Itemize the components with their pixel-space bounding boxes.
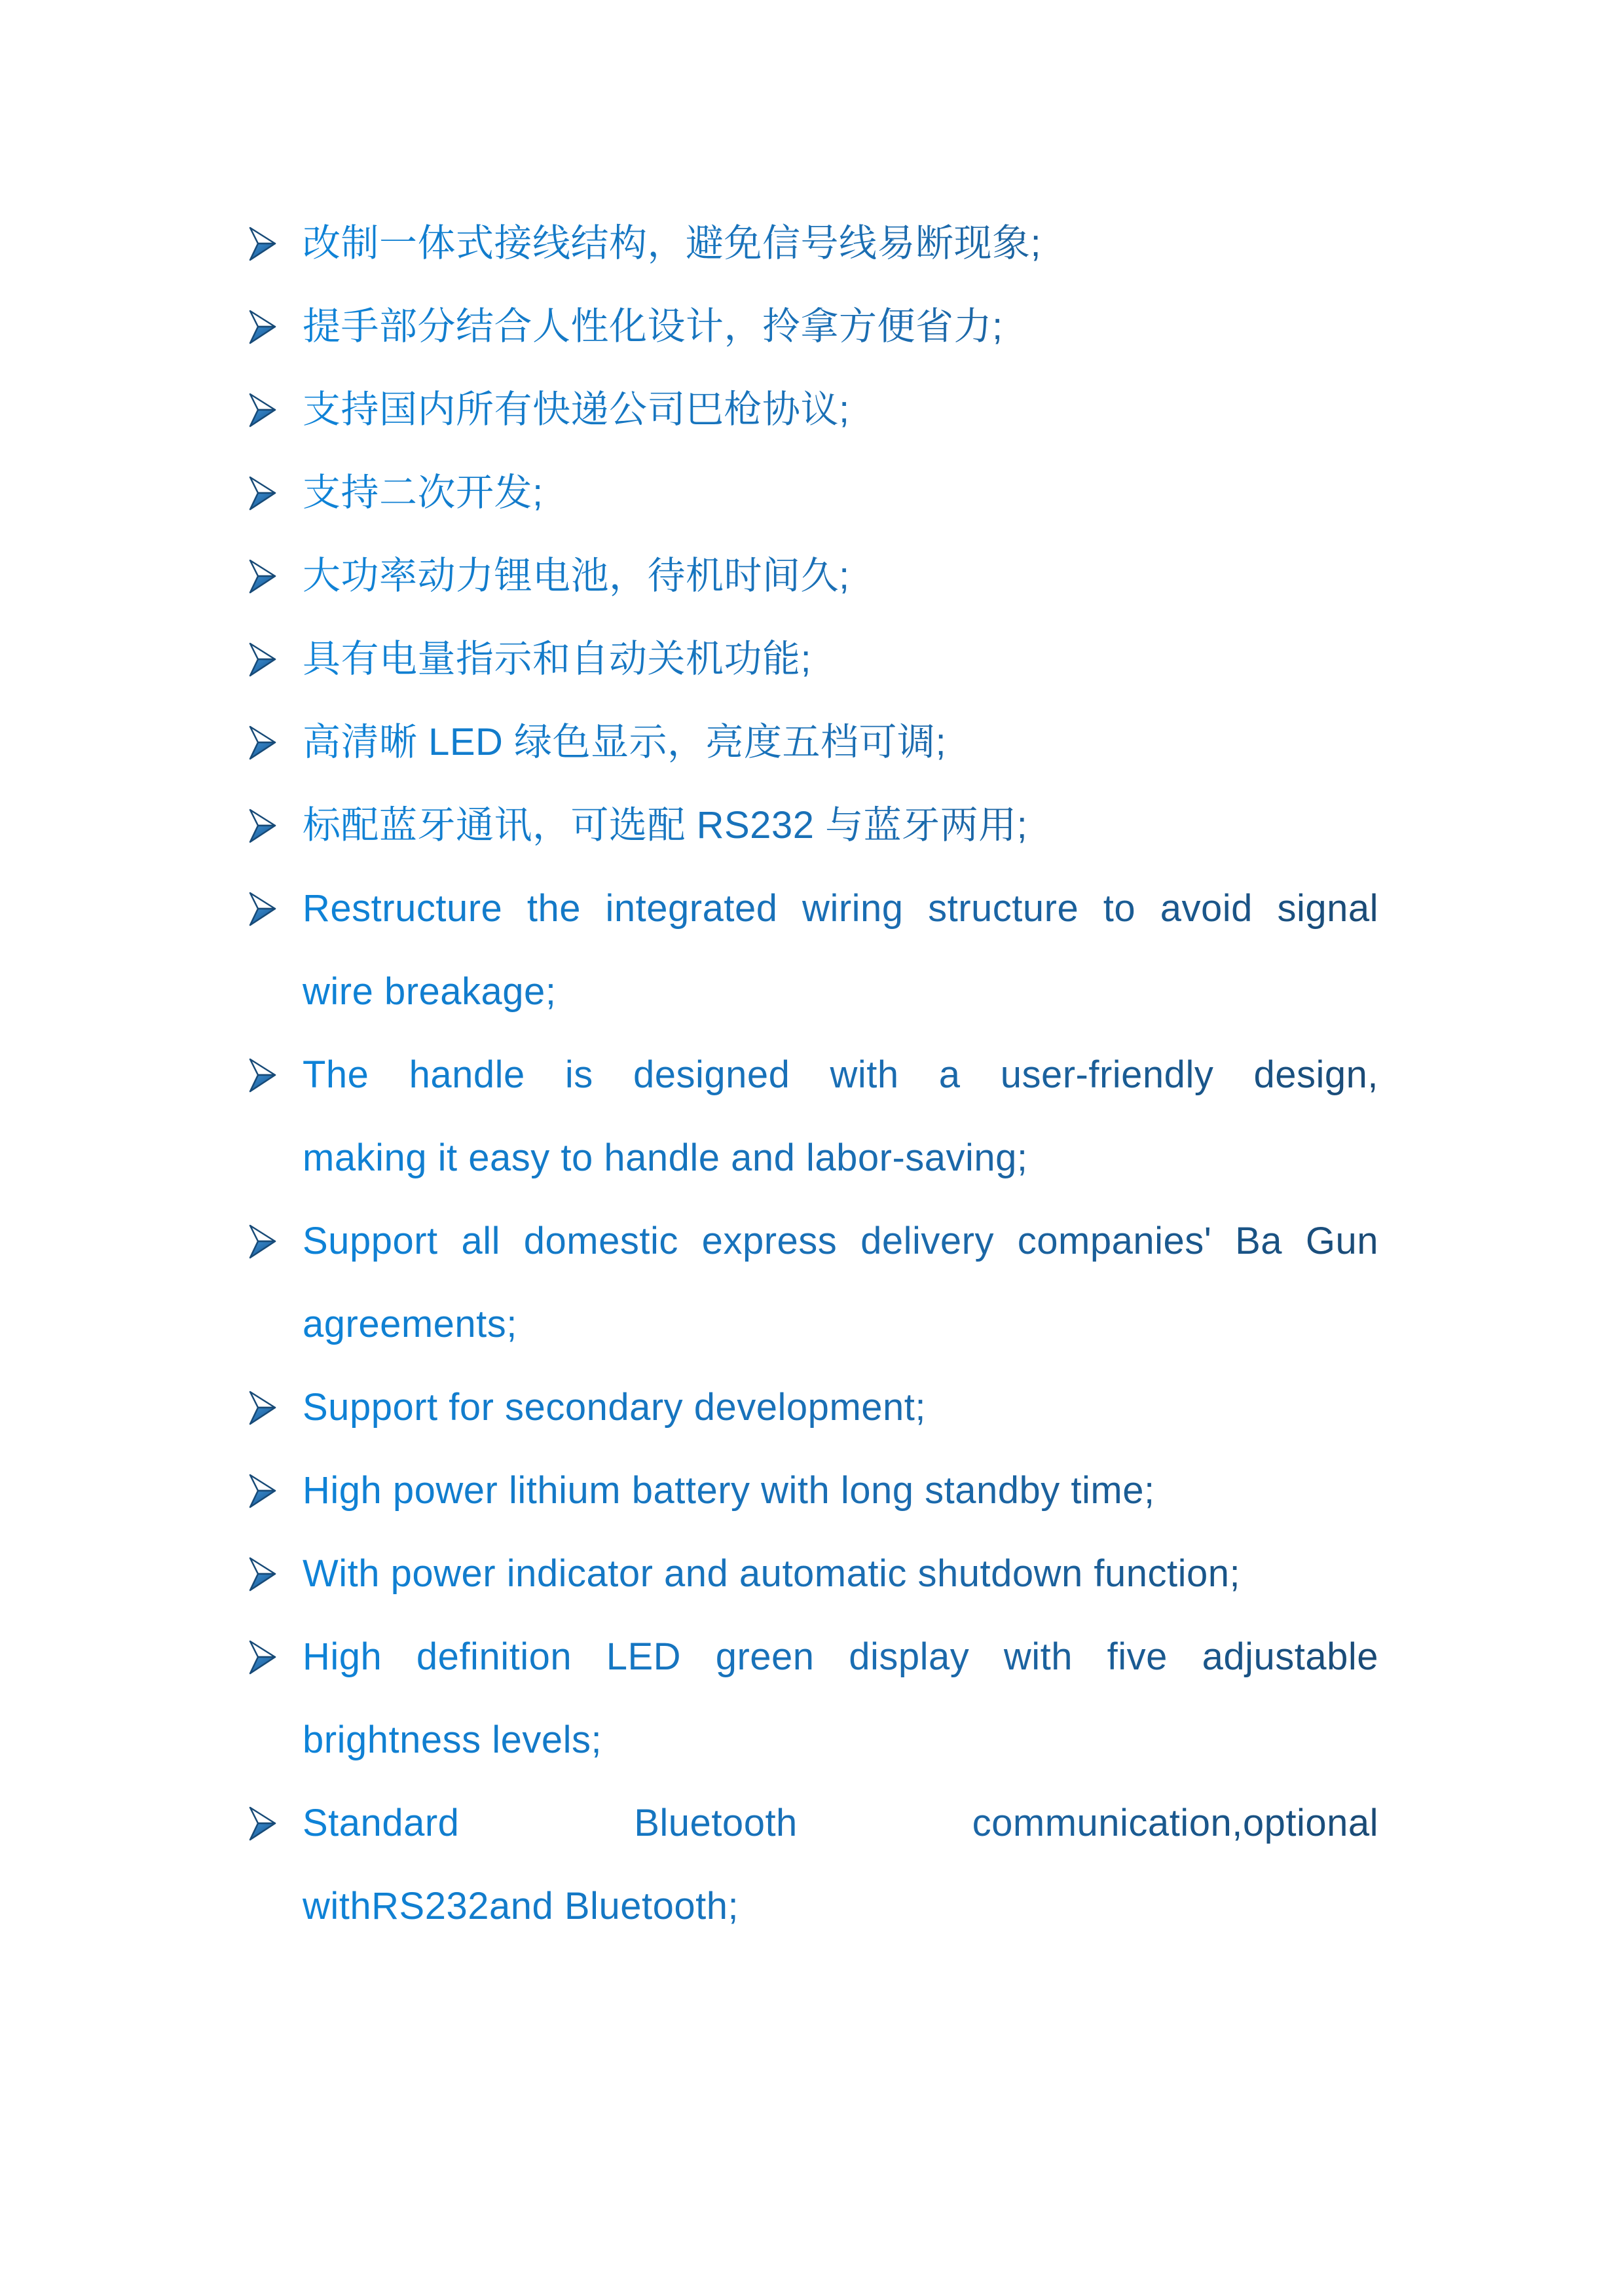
arrowhead-bullet-icon — [248, 534, 303, 617]
arrowhead-bullet-icon — [248, 867, 303, 950]
list-item — [248, 784, 1378, 867]
list-item-line: 提手部分结合人性化设计，拎拿方便省力; — [303, 285, 1378, 368]
list-item-line: 支持二次开发; — [303, 451, 1378, 534]
arrowhead-bullet-icon — [248, 1449, 303, 1532]
list-item-lines — [303, 1532, 1378, 1615]
list-item-lines — [303, 784, 1378, 867]
arrowhead-bullet-icon — [248, 784, 303, 867]
list-item-lines — [303, 1615, 1378, 1781]
list-item-lines — [303, 534, 1378, 617]
list-item-lines — [303, 1449, 1378, 1532]
list-item-lines — [303, 701, 1378, 784]
list-item-line: 高清晰 LED 绿色显示，亮度五档可调; — [303, 701, 1378, 784]
list-item-line: With power indicator and automatic shutdown function; — [303, 1532, 1378, 1615]
list-item-lines — [303, 1199, 1378, 1366]
list-item-line: 支持国内所有快递公司巴枪协议; — [303, 368, 1378, 451]
list-item — [248, 534, 1378, 617]
list-item-lines — [303, 451, 1378, 534]
list-item — [248, 1615, 1378, 1781]
list-item — [248, 202, 1378, 285]
list-item-line: Restructure the integrated wiring structure to avoid signal — [303, 867, 1378, 950]
list-item-line: brightness levels; — [303, 1698, 1378, 1781]
arrowhead-bullet-icon — [248, 1532, 303, 1615]
list-item — [248, 368, 1378, 451]
arrowhead-bullet-icon — [248, 368, 303, 451]
list-item-line: wire breakage; — [303, 950, 1378, 1033]
arrowhead-bullet-icon — [248, 202, 303, 285]
arrowhead-bullet-icon — [248, 701, 303, 784]
arrowhead-bullet-icon — [248, 451, 303, 534]
list-item-line: 改制一体式接线结构，避免信号线易断现象; — [303, 202, 1378, 285]
list-item — [248, 451, 1378, 534]
list-item — [248, 1781, 1378, 1948]
list-item-line: agreements; — [303, 1283, 1378, 1366]
arrowhead-bullet-icon — [248, 1615, 303, 1698]
list-item-line: Standard Bluetooth communication,optional — [303, 1781, 1378, 1865]
list-item-lines — [303, 368, 1378, 451]
list-item — [248, 1366, 1378, 1449]
list-item-line: The handle is designed with a user-friendly design, — [303, 1033, 1378, 1116]
list-item — [248, 1449, 1378, 1532]
list-item — [248, 285, 1378, 368]
list-item-line: High definition LED green display with five adjustable — [303, 1615, 1378, 1698]
list-item-line: 大功率动力锂电池，待机时间久; — [303, 534, 1378, 617]
list-item-line: Support all domestic express delivery companies' Ba Gun — [303, 1199, 1378, 1283]
list-item — [248, 701, 1378, 784]
list-item-lines — [303, 1366, 1378, 1449]
list-item-lines — [303, 285, 1378, 368]
arrowhead-bullet-icon — [248, 617, 303, 701]
list-item — [248, 867, 1378, 1033]
list-item-lines — [303, 867, 1378, 1033]
list-item — [248, 617, 1378, 701]
list-item — [248, 1199, 1378, 1366]
list-item-line: Support for secondary development; — [303, 1366, 1378, 1449]
list-item-line: making it easy to handle and labor-saving; — [303, 1116, 1378, 1199]
arrowhead-bullet-icon — [248, 1033, 303, 1116]
feature-list — [248, 202, 1378, 1948]
list-item — [248, 1033, 1378, 1199]
list-item-lines — [303, 1781, 1378, 1948]
list-item-line: High power lithium battery with long standby time; — [303, 1449, 1378, 1532]
list-item-line: 具有电量指示和自动关机功能; — [303, 617, 1378, 701]
list-item-lines — [303, 1033, 1378, 1199]
arrowhead-bullet-icon — [248, 285, 303, 368]
list-item-lines — [303, 617, 1378, 701]
arrowhead-bullet-icon — [248, 1366, 303, 1449]
list-item-line: withRS232and Bluetooth; — [303, 1865, 1378, 1948]
arrowhead-bullet-icon — [248, 1199, 303, 1283]
list-item-lines — [303, 202, 1378, 285]
list-item-line: 标配蓝牙通讯，可选配 RS232 与蓝牙两用; — [303, 784, 1378, 867]
arrowhead-bullet-icon — [248, 1781, 303, 1865]
list-item — [248, 1532, 1378, 1615]
